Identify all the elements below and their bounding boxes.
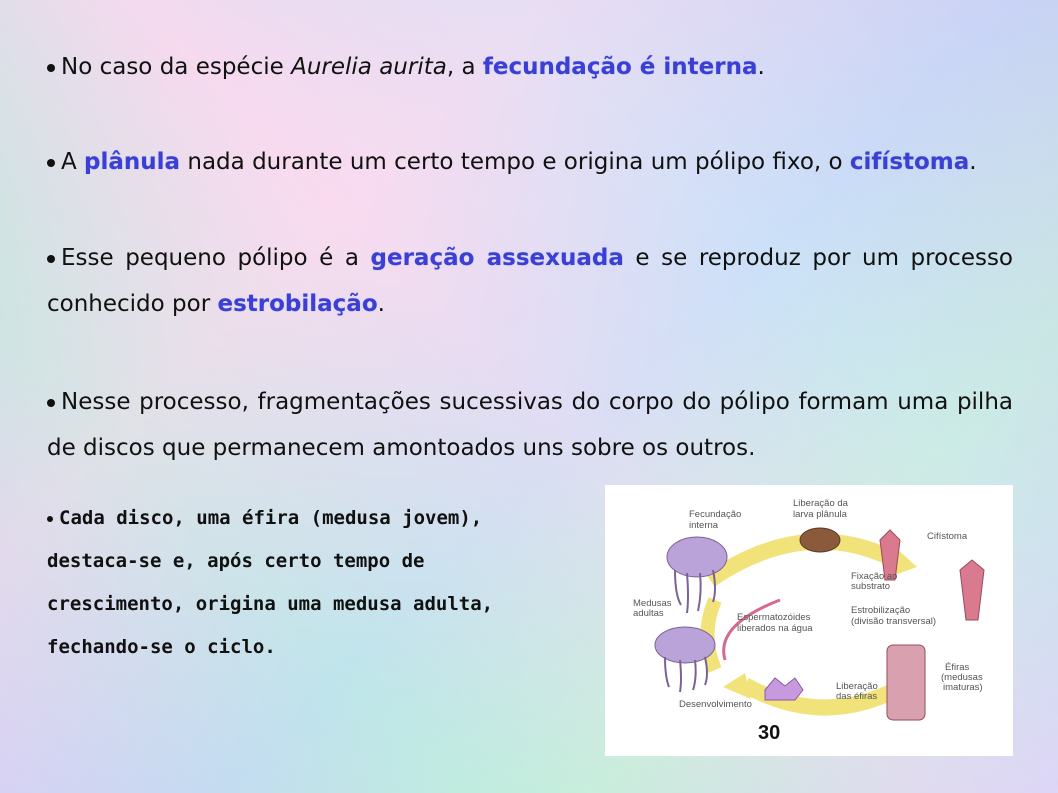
paragraph-processo: Nesse processo, fragmentações sucessivas do corpo do pólipo formam uma pilha de discos que permanecem amontoados uns sobre os outros.	[47, 389, 1013, 461]
life-cycle-diagram	[605, 485, 1013, 756]
svg-text:substrato	[851, 581, 890, 592]
bullet-icon	[47, 159, 55, 167]
highlight-term: estrobilação	[217, 291, 378, 317]
highlight-term: geração assexuada	[370, 245, 624, 271]
bullet-icon	[47, 516, 53, 522]
diagram-label: das éfiras	[836, 691, 878, 702]
highlight-term: plânula	[84, 149, 181, 175]
diagram-label: Medusas	[633, 598, 672, 609]
svg-text:liberados na água	[737, 623, 813, 634]
diagram-label: liberados na água	[737, 623, 813, 634]
svg-text:Desenvolvimento	[679, 699, 752, 710]
diagram-label: Cifístoma	[927, 531, 968, 542]
diagram-label: Espermatozóides	[737, 612, 811, 623]
bullet-icon	[47, 64, 55, 72]
disco-line: crescimento, origina uma medusa adulta,	[47, 593, 494, 615]
paragraph-disco	[47, 497, 537, 669]
diagram-label: Desenvolvimento	[679, 699, 752, 710]
svg-text:Fecundação	[689, 509, 741, 520]
diagram-label: (divisão transversal)	[851, 616, 936, 627]
planula-icon	[800, 528, 840, 552]
svg-text:Estrobilização	[851, 605, 910, 616]
page-number: 30	[758, 722, 781, 744]
life-cycle-illustration	[605, 485, 1013, 756]
bullet-icon	[47, 255, 55, 263]
diagram-label: Liberação	[836, 681, 878, 692]
diagram-label: interna	[689, 520, 719, 531]
diagram-label: adultas	[633, 608, 664, 619]
bullet-icon	[47, 399, 55, 407]
diagram-label: Éfiras	[945, 662, 970, 673]
svg-text:(divisão transversal)	[851, 616, 936, 627]
species-name: Aurelia aurita	[291, 54, 447, 80]
svg-text:Espermatozóides	[737, 612, 811, 623]
svg-text:interna	[689, 520, 719, 531]
svg-text:imaturas)	[943, 682, 983, 693]
diagram-label: substrato	[851, 581, 891, 592]
disco-line: destaca-se e, após certo tempo de	[47, 550, 425, 572]
disco-line: fechando-se o ciclo.	[47, 636, 276, 658]
arrowhead-icon	[723, 673, 751, 699]
disco-line: Cada disco, uma éfira (medusa jovem),	[47, 497, 537, 540]
paragraph-planula: A plânula nada durante um certo tempo e origina um pólipo fixo, o cifístoma.	[47, 139, 1013, 185]
highlight-term: cifístoma	[849, 149, 970, 175]
diagram-label: (medusas	[941, 672, 983, 683]
diagram-label: Fixação ao	[851, 571, 898, 582]
svg-text:larva plânula	[793, 509, 848, 520]
ephyra-icon	[765, 678, 803, 700]
svg-text:adultas	[633, 608, 664, 619]
diagram-label: imaturas)	[943, 682, 983, 693]
diagram-label: larva plânula	[793, 509, 847, 520]
svg-text:Cifístoma	[927, 531, 968, 542]
paragraph-fecundacao: No caso da espécie Aurelia aurita, a fecundação é interna.	[47, 44, 1013, 90]
strobila-icon	[960, 560, 984, 620]
diagram-label: Estrobilização	[851, 605, 911, 616]
svg-text:Liberação da	[793, 498, 849, 509]
paragraph-polipo: Esse pequeno pólipo é a geração assexuada e se reproduz por um processo conhecido por estrobilação.	[47, 245, 1014, 317]
ephyrae-stack-icon	[887, 645, 925, 720]
svg-text:das éfiras	[836, 691, 877, 702]
diagram-label: Liberação da	[793, 498, 848, 509]
highlight-term: fecundação é interna	[482, 54, 758, 80]
diagram-label: Fecundação	[689, 509, 742, 520]
